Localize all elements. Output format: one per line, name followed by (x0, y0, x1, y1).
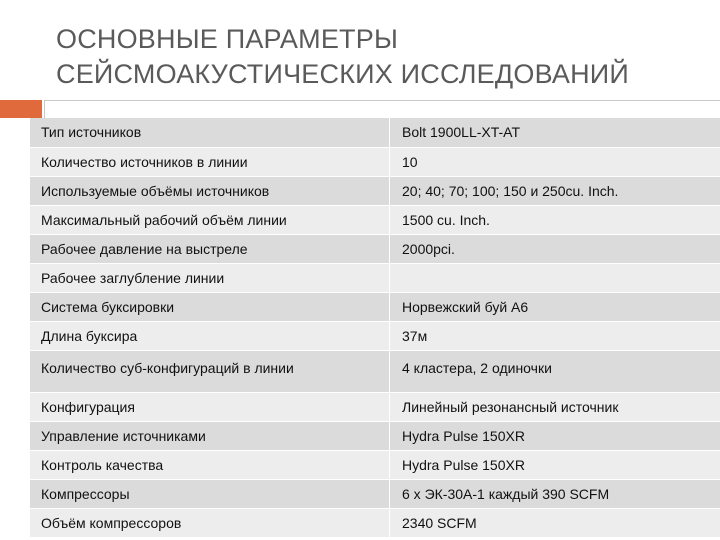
param-label: Рабочее заглубление линии (41, 269, 225, 286)
title-line-2: СЕЙСМОАКУСТИЧЕСКИХ ИССЛЕДОВАНИЙ (56, 59, 630, 89)
param-label: Рабочее давление на выстреле (41, 240, 248, 257)
param-label: Контроль качества (41, 456, 164, 473)
param-label: Конфигурация (41, 398, 135, 415)
table-row (30, 263, 720, 292)
param-value: 10 (390, 147, 720, 176)
param-value: 4 кластера, 2 одиночки (390, 350, 720, 392)
param-value: Hydra Pulse 150XR (390, 421, 720, 450)
table-row (30, 392, 720, 421)
param-value: Bolt 1900LL-XT-AT (390, 118, 720, 147)
param-label: Тип источников (41, 124, 142, 141)
param-value: Линейный резонансный источник (390, 392, 720, 421)
param-label: Объём компрессоров (41, 514, 182, 531)
param-label: Управление источниками (41, 427, 206, 444)
param-value (390, 263, 720, 292)
param-value: 20; 40; 70; 100; 150 и 250cu. Inch. (390, 176, 720, 205)
table-row (30, 321, 720, 350)
table-row (30, 176, 720, 205)
table-row (30, 350, 720, 392)
table-row (30, 147, 720, 176)
param-label: Компрессоры (41, 485, 130, 502)
table-row (30, 479, 720, 508)
accent-square (0, 100, 42, 118)
param-label: Используемые объёмы источников (41, 182, 270, 199)
param-label: Количество источников в линии (41, 153, 248, 170)
table-row (30, 118, 720, 147)
param-label: Количество суб-конфигураций в линии (41, 359, 294, 376)
table-row (30, 508, 720, 537)
accent-divider (44, 100, 720, 118)
param-value: Hydra Pulse 150XR (390, 450, 720, 479)
table-row (30, 450, 720, 479)
param-value: 6 х ЭК-30А-1 каждый 390 SCFM (390, 479, 720, 508)
slide-title (56, 22, 629, 92)
param-label: Длина буксира (41, 327, 138, 344)
param-value: 1500 cu. Inch. (390, 205, 720, 234)
param-value: 2000pci. (390, 234, 720, 263)
param-value: 2340 SCFM (390, 508, 720, 537)
param-value: Норвежский буй А6 (390, 292, 720, 321)
table-row (30, 234, 720, 263)
param-label: Максимальный рабочий объём линии (41, 211, 287, 228)
param-label: Система буксировки (41, 298, 175, 315)
table-row (30, 292, 720, 321)
title-line-1: ОСНОВНЫЕ ПАРАМЕТРЫ (56, 24, 399, 54)
table-row (30, 205, 720, 234)
param-value: 37м (390, 321, 720, 350)
table-row (30, 421, 720, 450)
parameters-table (30, 118, 720, 538)
